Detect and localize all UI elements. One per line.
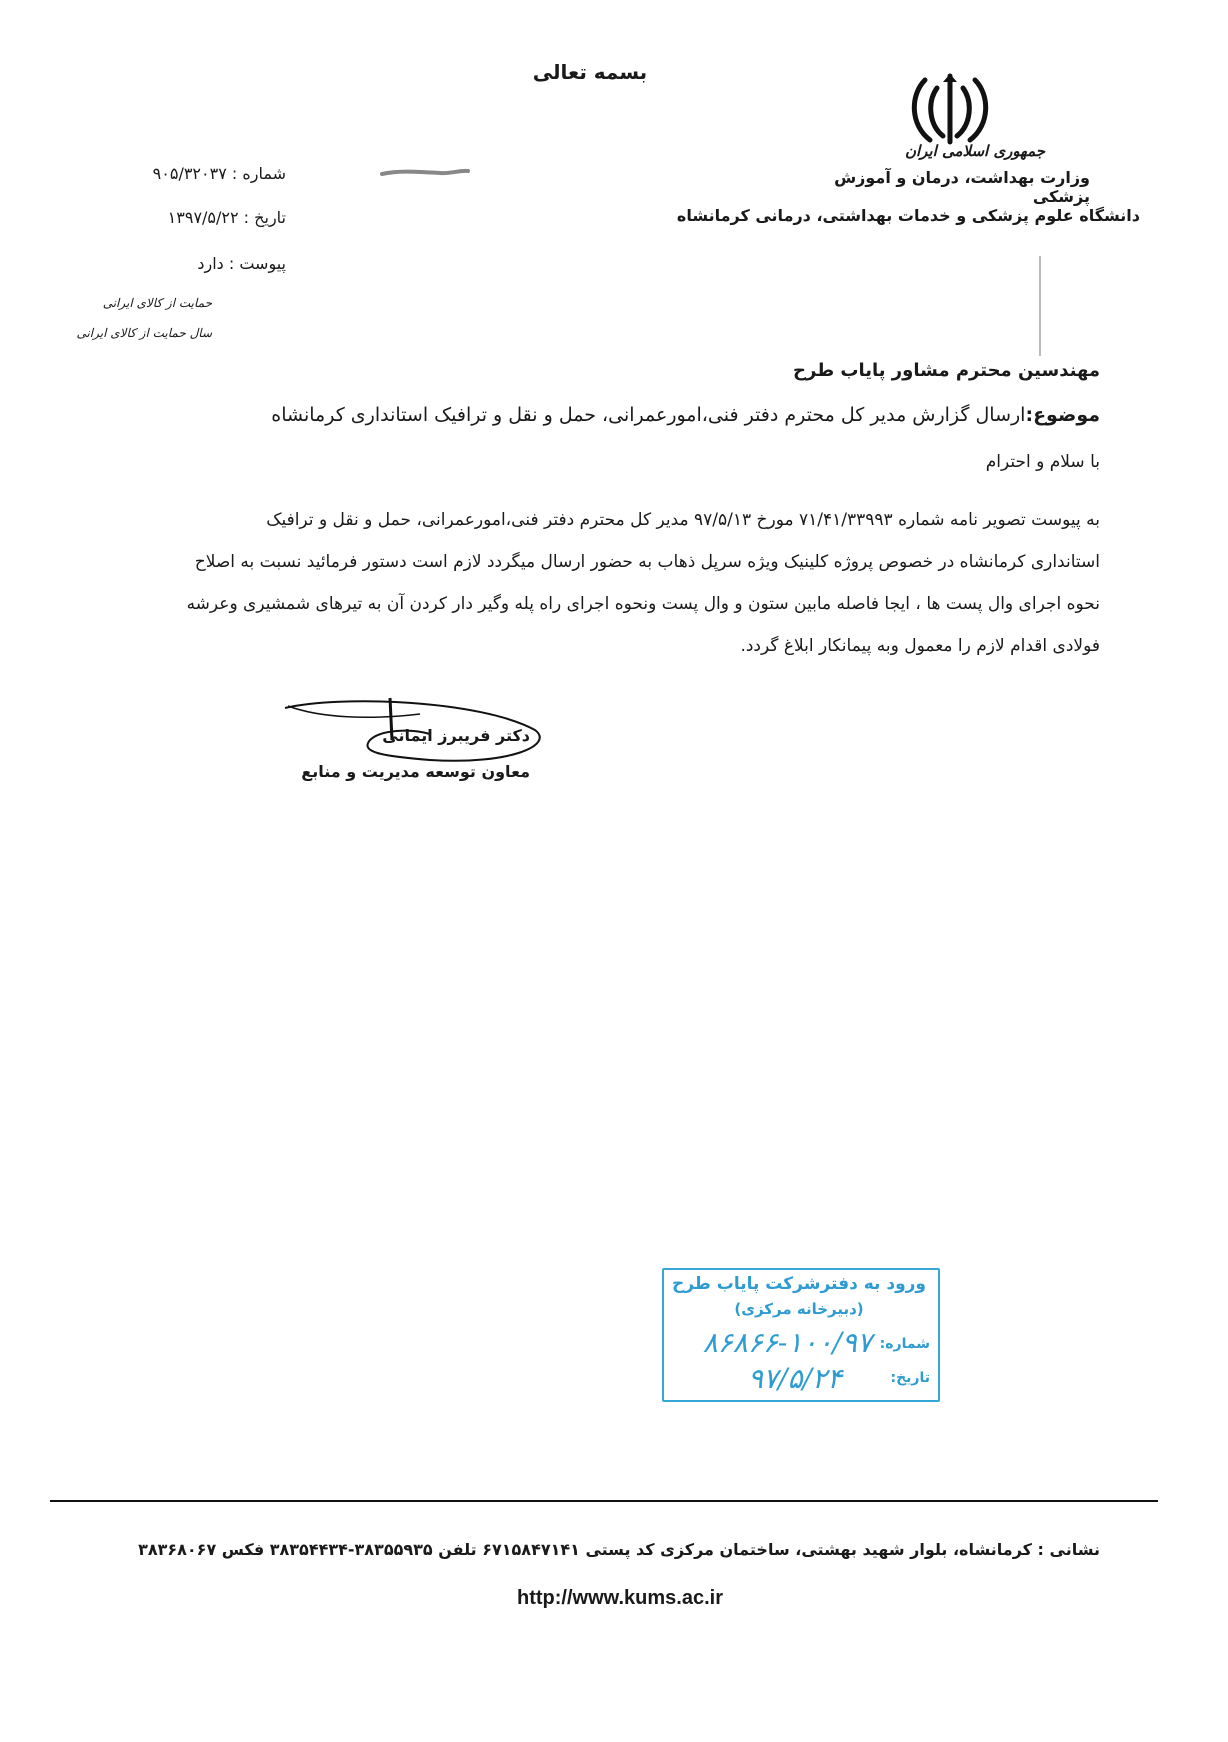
footer-address: نشانی : کرمانشاه، بلوار شهید بهشتی، ساختمان مرکزی کد پستی ۶۷۱۵۸۴۷۱۴۱ تلفن ۳۸۳۵۵۹۳۵-۳۸۳۵۴۴۳۴ فکس ۳۸۳۶۸۰۶۷ [138,1540,1100,1559]
footer-divider [50,1500,1158,1502]
margin-line [1039,256,1041,356]
body-line: نحوه اجرای وال پست ها ، ایجا فاصله مابین ستون و وال پست ونحوه اجرای راه پله وگیر دار کردن آن به تیرهای شمشیری وعرشه [186,594,1100,614]
recipient: مهندسین محترم مشاور پایاب طرح [793,360,1100,381]
stamp-subtitle: (دبیرخانه مرکزی) [734,1300,864,1318]
greeting: با سلام و احترام [985,452,1100,472]
signer-title: معاون توسعه مدیریت و منابع [301,762,530,781]
stamp-title: ورود به دفترشرکت پایاب طرح [671,1274,926,1294]
basmala-heading: بسمه تعالی [532,60,648,84]
stamp-number-label: شماره: [879,1336,930,1352]
stamp-number-value: ۸۶۸۶۶-۱۰۰/۹۷ [702,1326,872,1359]
handwritten-note: سال حمایت از کالای ایرانی [76,326,212,340]
letter-date: تاریخ : ۱۳۹۷/۵/۲۲ [167,208,286,227]
subject-line [200,404,1100,426]
letter-attachment: پیوست : دارد [197,254,286,273]
body-line: استانداری کرمانشاه در خصوص پروژه کلینیک ویژه سرپل ذهاب به حضور ارسال میگردد لازم است دستور فرمائید نسبت به اصلاح [194,552,1100,572]
letter-number: شماره : ۹۰۵/۳۲۰۳۷ [152,164,286,183]
republic-name: جمهوری اسلامی ایران [904,142,1046,160]
stamp-date-value: ۹۷/۵/۲۴ [747,1362,842,1395]
receipt-stamp [662,1268,940,1402]
stamp-date-label: تاریخ: [890,1370,930,1386]
handwritten-note: حمایت از کالای ایرانی [102,296,212,310]
body-line: به پیوست تصویر نامه شماره ۷۱/۴۱/۳۳۹۹۳ مورخ ۹۷/۵/۱۳ مدیر کل محترم دفتر فنی،امورعمرانی، حمل و نقل و ترافیک [266,510,1100,530]
pen-stroke-mark [380,162,470,182]
signer-name: دکتر فریبرز ایمانی [382,726,530,745]
footer-website-link[interactable]: http://www.kums.ac.ir [517,1587,723,1609]
iran-emblem-icon [905,70,995,150]
body-line: فولادی اقدام لازم را معمول وبه پیمانکار ابلاغ گردد. [740,636,1100,656]
university-name: دانشگاه علوم پزشکی و خدمات بهداشتی، درمانی کرمانشاه [676,206,1140,225]
subject-label: موضوع: [1025,404,1100,426]
subject-text: ارسال گزارش مدیر کل محترم دفتر فنی،امورعمرانی، حمل و نقل و ترافیک استانداری کرمانشاه [271,404,1026,426]
ministry-name: وزارت بهداشت، درمان و آموزش پزشکی [834,168,1090,206]
